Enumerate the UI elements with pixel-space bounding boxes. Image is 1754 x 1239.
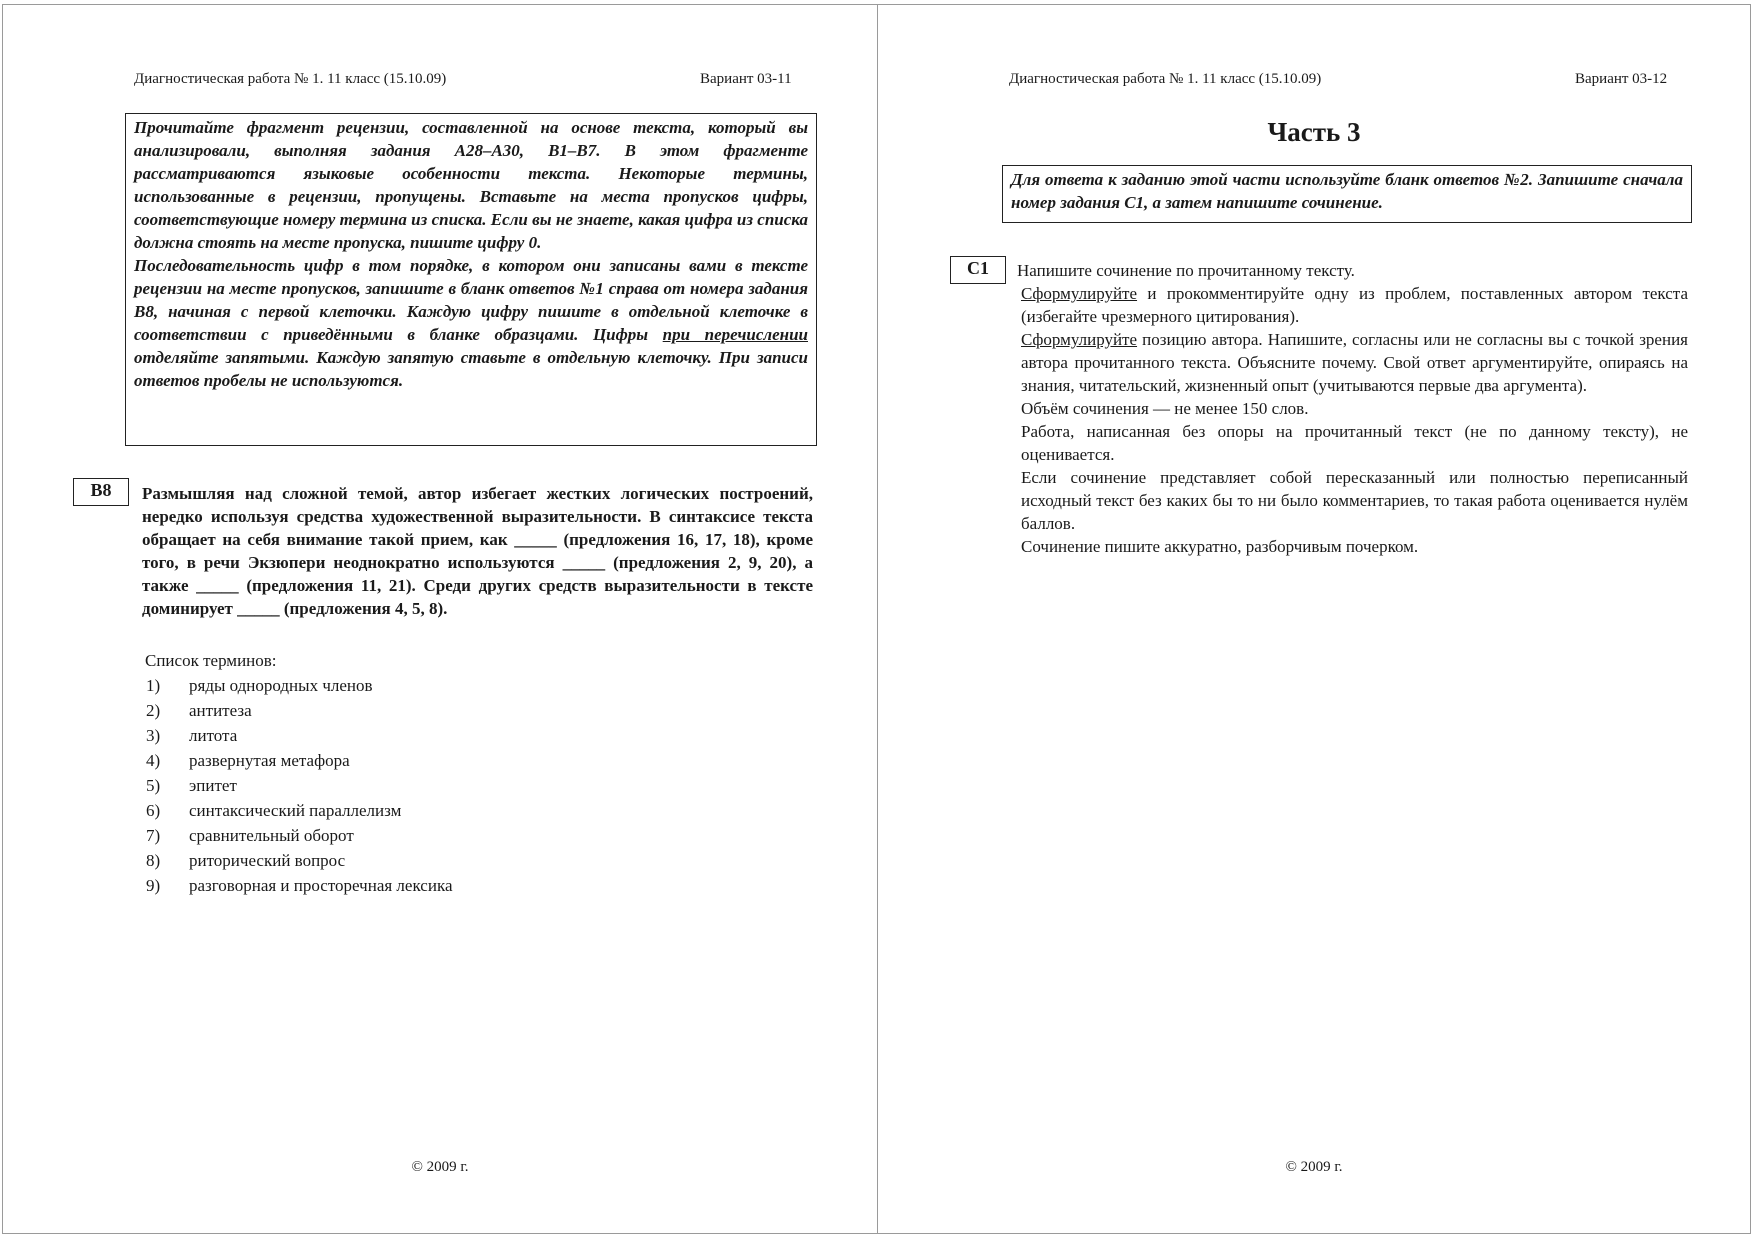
term-item	[146, 723, 453, 748]
term-text: развернутая метафора	[189, 751, 350, 770]
term-text: синтаксический параллелизм	[189, 801, 402, 820]
term-number: 7)	[146, 826, 161, 845]
term-number: 1)	[146, 676, 161, 695]
c1-paragraph-4: Объём сочинения — не менее 150 слов.	[1021, 399, 1309, 418]
instruction-p2-after: отделяйте запятыми. Каждую запятую ставьте в отдельную клеточку. При записи ответов пробелы не используются.	[134, 348, 808, 390]
term-text: литота	[189, 726, 238, 745]
right-header-title: Диагностическая работа № 1. 11 класс (15.10.09)	[1009, 71, 1322, 87]
c1-line-1: Напишите сочинение по прочитанному тексту.	[1017, 261, 1355, 280]
task-b8-paragraph: Размышляя над сложной темой, автор избегает жестких логических построений, нередко используя средства художественной выразительности. В синтаксисе текста обращает на себя внимание такой прием, как _____ (предложения 16, 17, 18), кроме того, в речи Экзюпери неоднократно используются _____ (предложения 2, 9, 20), а также _____ (предложения 11, 21). Среди других средств выразительности в тексте доминирует _____ (предложения 4, 5, 8).	[142, 484, 813, 618]
right-header-variant: Вариант 03-12	[1575, 71, 1668, 87]
term-text: антитеза	[189, 701, 252, 720]
term-text: эпитет	[189, 776, 237, 795]
instruction-paragraph-1: Прочитайте фрагмент рецензии, составленной на основе текста, который вы анализировали, выполняя задания А28–А30, В1–В7. В этом фрагменте рассматриваются языковые особенности текста. Некоторые термины, использованные в рецензии, пропущены. Вставьте на места пропусков цифры, соответствующие номеру термина из списка. Если вы не знаете, какая цифра из списка должна стоять на месте пропуска, пишите цифру 0.	[134, 118, 808, 252]
term-item	[146, 773, 453, 798]
term-item	[146, 873, 453, 898]
term-item	[146, 823, 453, 848]
part3-instruction-text: Для ответа к заданию этой части используйте бланк ответов №2. Запишите сначала номер задания С1, а затем напишите сочинение.	[1011, 170, 1683, 212]
terms-list-title: Список терминов:	[145, 651, 277, 670]
right-page	[877, 4, 1751, 1234]
c1-p3-underlined: Сформулируйте	[1021, 330, 1138, 349]
part-title: Часть 3	[1267, 117, 1361, 147]
term-number: 6)	[146, 801, 161, 820]
term-number: 4)	[146, 751, 161, 770]
left-copyright: © 2009 г.	[411, 1159, 469, 1175]
c1-p3-rest: позицию автора. Напишите, согласны или не согласны вы с точкой зрения автора прочитанного текста. Объясните почему. Свой ответ аргументируйте, опираясь на знания, читательский, жизненный опыт (учитываются первые два аргумента).	[1021, 330, 1688, 395]
b8-instruction-box	[125, 113, 817, 446]
right-copyright: © 2009 г.	[1285, 1159, 1343, 1175]
task-b8-text	[142, 482, 813, 620]
c1-paragraph-2	[1021, 282, 1688, 328]
term-item	[146, 798, 453, 823]
term-text: риторический вопрос	[189, 851, 346, 870]
c1-p2-rest: и прокомментируйте одну из проблем, поставленных автором текста (избегайте чрезмерного цитирования).	[1021, 284, 1688, 326]
term-item	[146, 848, 453, 873]
term-number: 9)	[146, 876, 161, 895]
term-text: сравнительный оборот	[189, 826, 354, 845]
part3-instruction-box	[1002, 165, 1692, 223]
c1-p2-underlined: Сформулируйте	[1021, 284, 1138, 303]
term-text: разговорная и просторечная лексика	[189, 876, 453, 895]
instruction-p2-underlined: при перечислении	[662, 325, 808, 344]
left-page	[2, 4, 878, 1234]
c1-paragraph-3	[1021, 328, 1688, 397]
instruction-paragraph-2	[134, 254, 808, 392]
term-text: ряды однородных членов	[189, 676, 373, 695]
term-number: 2)	[146, 701, 161, 720]
c1-paragraph-7: Сочинение пишите аккуратно, разборчивым почерком.	[1021, 537, 1419, 556]
c1-paragraph-5: Работа, написанная без опоры на прочитанный текст (не по данному тексту), не оценивается.	[1021, 422, 1688, 464]
task-c1-text	[1017, 259, 1688, 558]
left-header-variant: Вариант 03-11	[700, 71, 792, 87]
instruction-p2-before: Последовательность цифр в том порядке, в котором они записаны вами в тексте рецензии на месте пропусков, запишите в бланк ответов №1 справа от номера задания В8, начиная с первой клеточки. Каждую цифру пишите в отдельной клеточке в соответствии с приведёнными в бланке образцами. Цифры	[134, 256, 808, 344]
task-label-c1: С1	[950, 256, 1006, 284]
terms-list	[146, 673, 453, 898]
term-number: 3)	[146, 726, 161, 745]
task-label-b8: В8	[73, 478, 129, 506]
term-item	[146, 748, 453, 773]
term-item	[146, 673, 453, 698]
left-header-title: Диагностическая работа № 1. 11 класс (15.10.09)	[134, 71, 447, 87]
term-item	[146, 698, 453, 723]
c1-paragraph-6: Если сочинение представляет собой пересказанный или полностью переписанный исходный текст без каких бы то ни было комментариев, то такая работа оценивается нулём баллов.	[1021, 468, 1688, 533]
term-number: 5)	[146, 776, 161, 795]
term-number: 8)	[146, 851, 161, 870]
